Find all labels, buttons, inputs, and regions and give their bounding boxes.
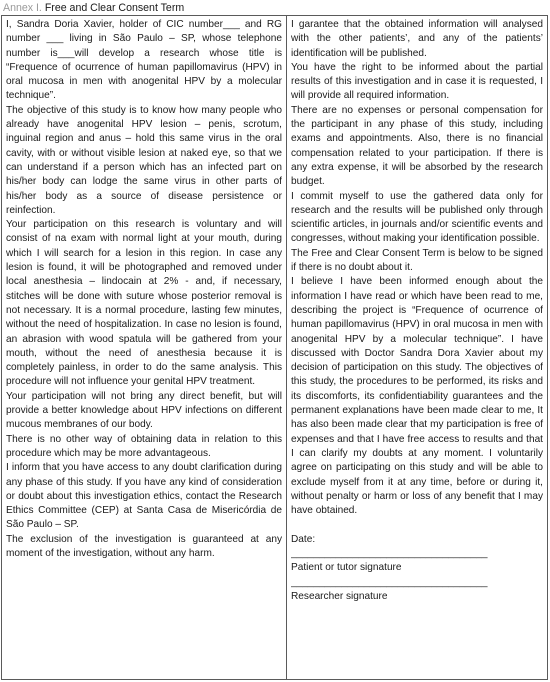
expenses-paragraph: There are no expenses or personal compensation for the participant in any phase of this study, including exams and appointments. Also, there is no financial compensation related to your participation. If there is any extra expense, it will be absorbed by the research budget. (291, 104, 543, 188)
clarification-paragraph: I inform that you have access to any doubt clarification during any phase of this study. If you have any kind of consideration or doubt about this investigation ethics, contact the Research Ethics Committee (CEP) at Santa Casa de Misericórdia de São Paulo – SP. (6, 462, 282, 531)
right-column (287, 16, 547, 679)
results-paragraph: You have the right to be informed about the partial results of this investigation and in case it is requested, I will provide all required information. (291, 61, 543, 102)
declaration-paragraph: I believe I have been informed enough about the information I have read or which have been read to me, describing the project is “Frequence of ocurrence of human papillomavirus (HPV) in oral mucosa in men with anogenital HPV by a molecular technique”. I have discussed with Doctor Sandra Dora Xavier about my decision of participation on this study. The objectives of this study, the procedures to be performed, its risks and its discomforts, its confidentiability guarantees and the permanent explanations have been made clear to me, It has also been made clear that my participation is free of expenses and that I have free access to results and that I can clarify my doubts at any moment. I voluntarily agree on participating on this study and will be able to exclude myself from it at any time, before or during it, without penalty or harm or loss of any benefit that I may have obtained. (291, 276, 543, 517)
researcher-signature-line: ___________________________________ (291, 576, 488, 588)
annex-heading (3, 1, 184, 15)
alternative-paragraph: There is no other way of obtaining data in relation to this procedure which may be more advantageous. (6, 433, 282, 459)
consent-table (1, 15, 548, 680)
patient-signature-label: Patient or tutor signature (291, 562, 402, 574)
data-use-paragraph: I commit myself to use the gathered data only for research and the results will be published only through scientific articles, in journals and/or scientific events and congresses, without making your identification possible. (291, 190, 543, 245)
researcher-signature-label: Researcher signature (291, 590, 388, 602)
patient-signature-line: ___________________________________ (291, 547, 488, 559)
confidentiality-paragraph: I garantee that the obtained information will analysed with the other patients’, and any of the patients’ identification will be published. (291, 19, 543, 59)
left-column (2, 16, 287, 679)
consent-note-paragraph: The Free and Clear Consent Term is below to be signed if there is no doubt about it. (291, 247, 543, 274)
objective-paragraph: The objective of this study is to know how many people who already have anogenital HPV lesion – penis, scrotum, inguinal region and anus – hold this same virus in the oral cavity, with or without visible lesion at naked eye, so that we can understand if a person which has an infected part on his/her body can lodge the same virus in other parts of his/her body as a source of disease persistence or reinfection. (6, 104, 282, 216)
intro-paragraph: I, Sandra Doria Xavier, holder of CIC number___ and RG number ___ living in São Paulo – SP, whose telephone number is___will develop a research whose title is “Frequence of ocurrence of human papillomavirus (HPV) in oral mucosa in men with anogenital HPV by a molecular technique”. (6, 19, 282, 102)
annex-label: Annex I. (3, 2, 42, 14)
exclusion-paragraph: The exclusion of the investigation is guaranteed at any moment of the investigation, without any harm. (6, 533, 282, 559)
date-label: Date: (291, 533, 316, 545)
participation-paragraph: Your participation on this research is voluntary and will consist of na exam with normal light at your mouth, during which I will search for a lesion in this region. In case any lesion is found, it will be photographed and removed under local anesthesia – lindocain at 2% - and, if necessary, stitches will be done with suture whose posterior removal is not necessary. It is a normal procedure, lasting few minutes, without the need of hospitalization. In case no lesion is found, an abrasion with wood spatula will be gathered from your mouth, without the need of anesthesia because it is completely painless, in order to do the same analysis. This procedure will not influence your genital HPV treatment. (6, 219, 282, 388)
benefit-paragraph: Your participation will not bring any direct benefit, but will provide a better knowledge about HPV infections on different mucous membranes of our body. (6, 390, 282, 431)
annex-title: Free and Clear Consent Term (44, 2, 185, 14)
